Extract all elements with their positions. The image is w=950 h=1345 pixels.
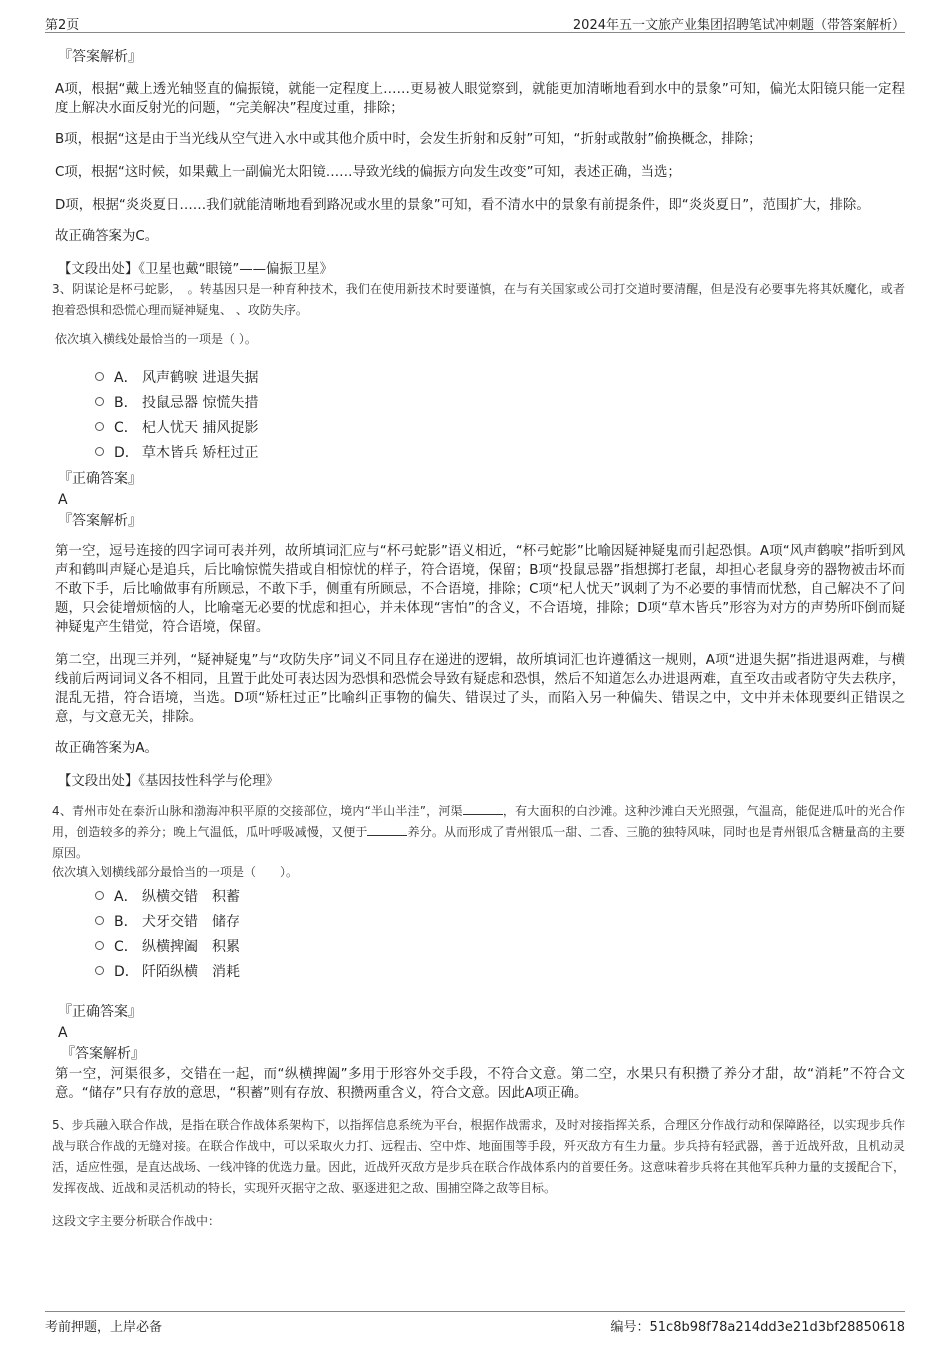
q4-option-d[interactable]: D． 阡陌纵横 消耗 — [55, 958, 905, 983]
q4-prompt: 依次填入划横线部分最恰当的一项是（ ）。 — [52, 865, 299, 879]
q2-conclusion: 故正确答案为C。 — [55, 229, 159, 244]
q2-analysis-b: B项，根据“这是由于当光线从空气进入水中或其他介质中时，会发生折射和反射”可知，“折射或散射”偷换概念，排除； — [55, 132, 762, 147]
option-text: 杞人忧天 捕风捉影 — [142, 419, 259, 436]
q3-conclusion: 故正确答案为A。 — [55, 741, 158, 756]
q2-analysis-c: C项，根据“这时候，如果戴上一副偏光太阳镜……导致光线的偏振方向发生改变”可知，表述正确，当选； — [55, 165, 681, 180]
page-footer — [45, 1311, 905, 1334]
q2-analysis-title: 『答案解析』 — [58, 49, 142, 65]
page-number: 第2页 — [45, 18, 80, 33]
q5-prompt: 这段文字主要分析联合作战中： — [52, 1214, 221, 1228]
option-text: 草木皆兵 矫枉过正 — [142, 444, 259, 461]
option-text: 纵横捭阖 积累 — [142, 938, 240, 955]
q2-analysis-d: D项，根据“炎炎夏日……我们就能清晰地看到路况或水里的景象”可知，看不清水中的景象有前提条件，即“炎炎夏日”，范围扩大，排除。 — [55, 198, 870, 213]
q5-stem: 5、步兵融入联合作战，是指在联合作战体系架构下，以指挥信息系统为平台，根据作战需求，及时对接指挥关系，合理区分作战行动和保障路径，以实现步兵作战与联合作战的无缝对接。在联合作战中，可以采取火力打、远程击、空中炸、地面围等手段，歼灭敌方有生力量。步兵持有轻武器，善于近战歼敌，且机动灵活，适应性强，是直达战场、一线冲锋的优选力量。因此，近战歼灭敌方是步兵在联合作战体系内的首要任务。这意味着步兵将在其他军兵种力量的支援配合下，发挥夜战、近战和灵活机动的特长，实现歼灭据守之敌、驱逐进犯之敌、围捕空降之敌等目标。 — [52, 1118, 905, 1195]
q3-analysis-title: 『答案解析』 — [58, 513, 142, 529]
q3-correct-answer: A — [58, 492, 68, 508]
q4-analysis: 第一空，河渠很多，交错在一起，而“纵横捭阖”多用于形容外交手段，不符合文意。第二空，水果只有积攒了养分才甜，故“消耗”不符合文意。“储存”只有存放的意思，“积蓄”则有存放、积攒两重含义，符合文意。因此A项正确。 — [55, 1067, 905, 1101]
q3-analysis-p2: 第二空，出现三并列，“疑神疑鬼”与“攻防失序”词义不同且存在递进的逻辑，故所填词汇也许遵循这一规则，A项“进退失据”指进退两难，与横线前后两词词义各不相同，且置于此处可表达因为恐惧和恐慌会导致有疑虑和恐惧，然后不知道怎么办进退两难，直至攻击或者防守失去秩序，混乱无措，符合语境，当选。D项“矫枉过正”比喻纠正事物的偏失、错误过了头，而陷入另一种偏失、错误之中，文中并未体现要纠正错误之意，与文意无关，排除。 — [55, 653, 905, 725]
document-body — [52, 46, 905, 1232]
q4-correct-title: 『正确答案』 — [58, 1004, 142, 1020]
q3-options — [55, 364, 905, 464]
q3-analysis-p1: 第一空，逗号连接的四字词可表并列，故所填词汇应与“杯弓蛇影”语义相近，“杯弓蛇影”比喻因疑神疑鬼而引起恐惧。A项“风声鹤唳”指听到风声和鹤叫声疑心是追兵，后比喻惊慌失措或自相惊忧的样子，符合语境，保留；B项“投鼠忌器”指想掷打老鼠，却担心老鼠身旁的器物被击坏而不敢下手，后比喻做事有所顾忌，不敢下手，侧重有所顾忌，不合语境，排除；C项“杞人忧天”讽刺了为不必要的事情而忧愁，自己解决不了问题，只会徒增烦恼的人，比喻毫无必要的忧虑和担心，并未体现“害怕”的含义，不合语境，排除；D项“草木皆兵”形容为对方的声势所吓倒而疑神疑鬼产生错觉，符合语境，保留。 — [55, 544, 905, 635]
blank-2 — [367, 823, 407, 836]
q4-stem: 4、青州市处在泰沂山脉和渤海冲积平原的交接部位，境内“半山半洼”，河渠 ，有大面积的白沙滩。这种沙滩白天光照强，气温高，能促进瓜叶的光合作用，创造较多的养分；晚上气温低，瓜叶呼吸减慢，又便于 养分。从而形成了青州银瓜一甜、二香、三脆的独特风味，同时也是青州银瓜含糖量高的主要原因。 — [52, 804, 905, 860]
page-header — [45, 12, 905, 33]
q3-option-b[interactable]: B． 投鼠忌器 惊慌失措 — [55, 389, 905, 414]
q3-option-d[interactable]: D． 草木皆兵 矫枉过正 — [55, 439, 905, 464]
q3-prompt: 依次填入横线处最恰当的一项是（ ）。 — [55, 332, 257, 346]
q3-correct-title: 『正确答案』 — [58, 471, 142, 487]
q3-option-c[interactable]: C． 杞人忧天 捕风捉影 — [55, 414, 905, 439]
radio-icon[interactable] — [95, 397, 104, 406]
q4-option-a[interactable]: A． 纵横交错 积蓄 — [55, 883, 905, 908]
q2-source: 【文段出处】《卫星也戴“眼镜”——偏振卫星》 — [58, 262, 333, 277]
footer-slogan: 考前押题，上岸必备 — [45, 1320, 163, 1335]
option-text: 风声鹤唳 进退失据 — [142, 369, 259, 386]
option-text: 纵横交错 积蓄 — [142, 888, 240, 905]
q4-correct-answer: A — [58, 1025, 68, 1041]
q3-stem: 3、阴谋论是杯弓蛇影， 。转基因只是一种育种技术，我们在使用新技术时要谨慎，在与有关国家或公司打交道时要清醒，但是没有必要事先将其妖魔化，或者抱着恐惧和恐慌心理而疑神疑鬼、 、攻防失序。 — [52, 282, 905, 317]
document-title: 2024年五一文旅产业集团招聘笔试冲刺题（带答案解析） — [572, 18, 905, 33]
document-id: 编号：51c8b98f78a214dd3e21d3bf28850618 — [610, 1320, 905, 1335]
q4-analysis-title: 『答案解析』 — [61, 1046, 145, 1062]
q4-option-b[interactable]: B． 犬牙交错 储存 — [55, 908, 905, 933]
option-text: 投鼠忌器 惊慌失措 — [142, 394, 259, 411]
radio-icon[interactable] — [95, 941, 104, 950]
q3-option-a[interactable]: A． 风声鹤唳 进退失据 — [55, 364, 905, 389]
radio-icon[interactable] — [95, 966, 104, 975]
option-text: 犬牙交错 储存 — [142, 913, 240, 930]
q3-source: 【文段出处】《基因技性科学与伦理》 — [58, 774, 279, 789]
q2-analysis-a: A项，根据“戴上透光轴竖直的偏振镜，就能一定程度上……更易被人眼觉察到，就能更加清晰地看到水中的景象”可知，偏光太阳镜只能一定程度上解决水面反射光的问题，“完美解决”程度过重，排除； — [55, 82, 905, 116]
radio-icon[interactable] — [95, 891, 104, 900]
radio-icon[interactable] — [95, 447, 104, 456]
radio-icon[interactable] — [95, 422, 104, 431]
option-text: 阡陌纵横 消耗 — [142, 963, 240, 980]
q4-option-c[interactable]: C． 纵横捭阖 积累 — [55, 933, 905, 958]
radio-icon[interactable] — [95, 372, 104, 381]
q4-options — [55, 883, 905, 983]
blank-1 — [463, 802, 503, 815]
radio-icon[interactable] — [95, 916, 104, 925]
